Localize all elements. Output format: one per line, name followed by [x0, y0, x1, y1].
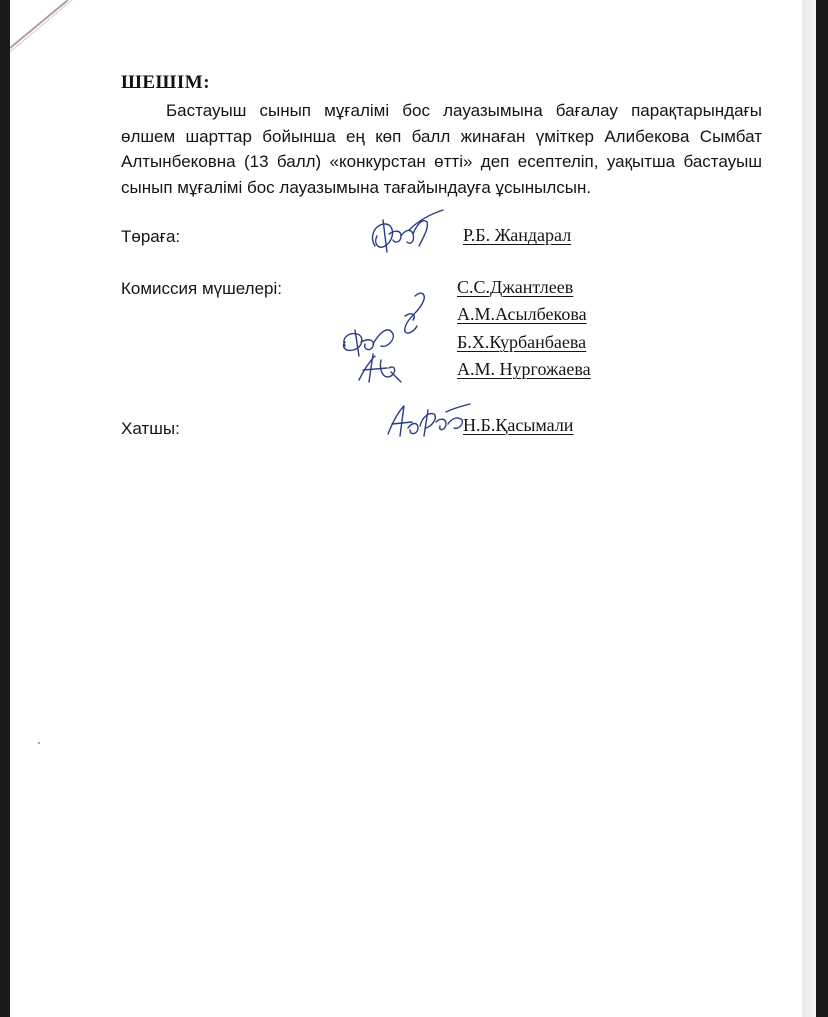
chair-signature: [365, 206, 445, 258]
secretary-label: Хатшы:: [121, 419, 180, 438]
secretary-name: Н.Б.Қасымали: [463, 415, 574, 435]
decision-heading: ШЕШІМ:: [121, 72, 211, 93]
paper-edge-shadow: [802, 0, 816, 1017]
decision-text-body: Бастауыш сынып мұғалімі бос лауазымына бағалау парақтарындағы өлшем шарттар бойынша ең көп балл жинаған үміткер Алибекова Сымбат Алтынбековна (13 балл) «конкурстан өтті» деп есептеліп, уақытша бастауыш сынып мұғалімі бос лауазымына тағайындауға ұсынылсын.: [121, 101, 762, 197]
decision-text: [121, 98, 762, 200]
commission-member-name: А.М.Асылбекова: [457, 304, 587, 324]
secretary-signature: [382, 398, 472, 442]
scan-speck: [38, 742, 40, 744]
commission-member-name: Б.Х.Курбанбаева: [457, 332, 587, 352]
commission-label: Комиссия мүшелері:: [121, 279, 283, 298]
commission-member-name: А.М. Нургожаева: [457, 359, 591, 379]
commission-member-name: С.С.Джантлеев: [457, 277, 574, 297]
document-page: [10, 0, 816, 1017]
chair-label: Төраға:: [121, 227, 181, 246]
commission-signatures: [335, 290, 445, 390]
corner-fold-mark: [10, 0, 80, 60]
chair-name: Р.Б. Жандарал: [463, 225, 572, 245]
